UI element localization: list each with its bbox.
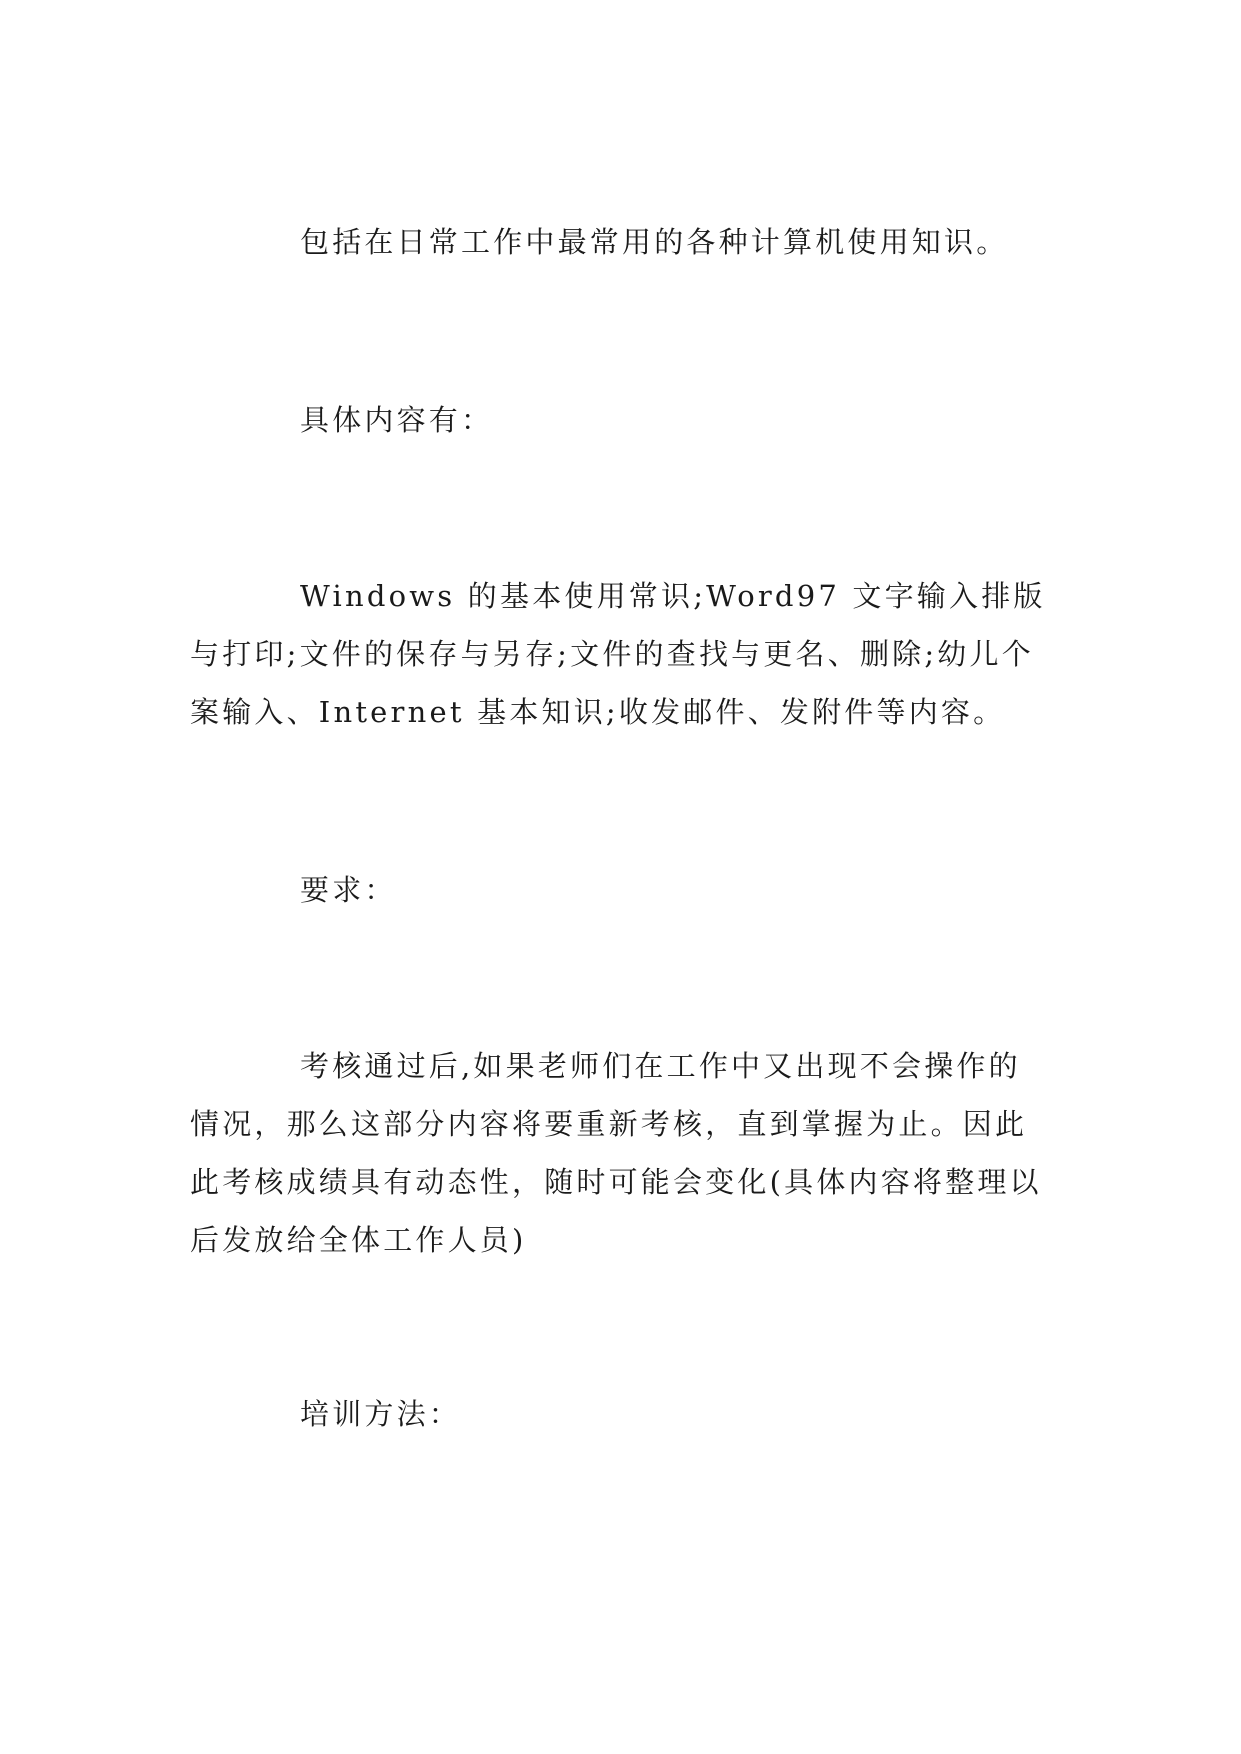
heading-training-method: 培训方法： bbox=[300, 1397, 462, 1431]
heading-specific-content: 具体内容有： bbox=[300, 403, 494, 437]
paragraph-content-list: Windows 的基本使用常识;Word97 文字输入排版与打印;文件的保存与另存;文件的查找与更名、删除;幼儿个案输入、Internet 基本知识;收发邮件、发附件等内容。 bbox=[190, 579, 1046, 729]
heading-requirements: 要求： bbox=[300, 873, 397, 907]
paragraph-assessment-rules: 考核通过后,如果老师们在工作中又出现不会操作的情况，那么这部分内容将要重新考核，直到掌握为止。因此此考核成绩具有动态性，随时可能会变化(具体内容将整理以后发放给全体工作人员) bbox=[190, 1049, 1042, 1257]
paragraph-computer-knowledge: 包括在日常工作中最常用的各种计算机使用知识。 bbox=[300, 225, 1009, 259]
